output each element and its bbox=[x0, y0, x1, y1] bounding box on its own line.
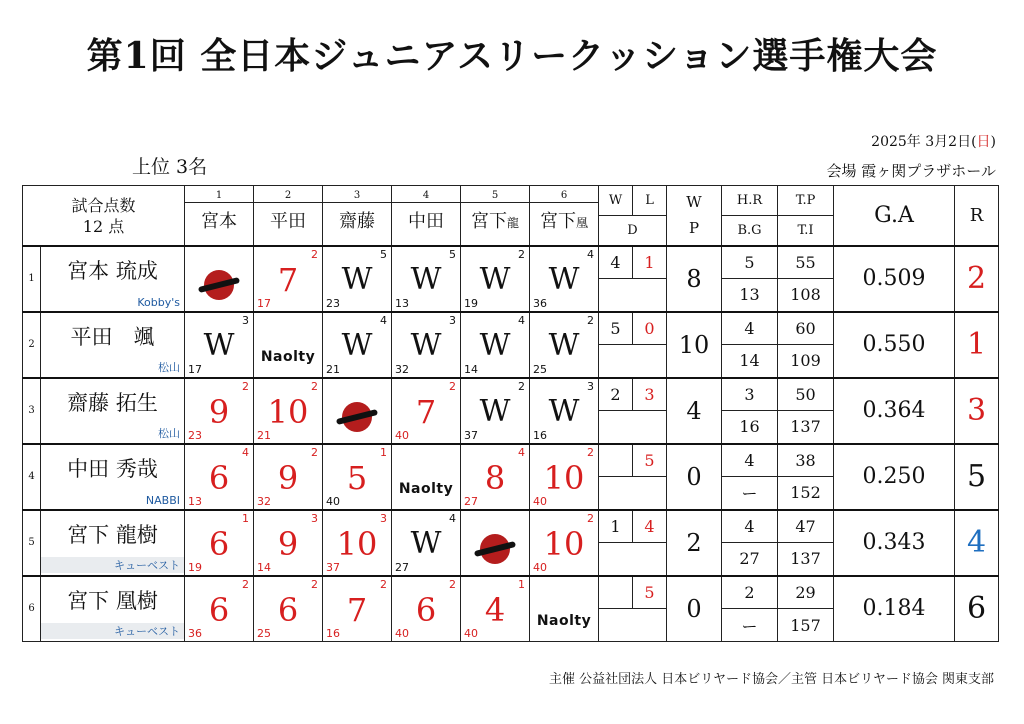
match-result-cell bbox=[323, 312, 392, 378]
match-score: 6 bbox=[208, 458, 230, 497]
draws-count bbox=[599, 609, 667, 642]
l-header: L bbox=[633, 186, 667, 216]
wins-count bbox=[599, 444, 633, 477]
match-score: 7 bbox=[277, 260, 299, 299]
high-run: 2 bbox=[311, 379, 319, 393]
high-run: 2 bbox=[518, 379, 526, 393]
match-result-cell bbox=[530, 444, 599, 510]
self-match-cell bbox=[185, 246, 254, 312]
self-match-cell bbox=[392, 444, 461, 510]
innings: 40 bbox=[326, 494, 341, 508]
w-header: W bbox=[599, 186, 633, 216]
total-innings: 108 bbox=[778, 279, 834, 312]
best-game: 13 bbox=[722, 279, 778, 312]
innings: 40 bbox=[464, 627, 479, 640]
organizer-footer: 主催 公益社団法人 日本ビリヤード協会／主管 日本ビリヤード協会 関東支部 bbox=[548, 672, 994, 687]
innings: 37 bbox=[464, 428, 479, 442]
losses-count: 0 bbox=[633, 312, 667, 345]
best-game: 27 bbox=[722, 543, 778, 576]
date-weekday: 日 bbox=[976, 134, 991, 150]
match-result-cell bbox=[461, 444, 530, 510]
draws-count bbox=[599, 411, 667, 444]
innings: 40 bbox=[533, 494, 548, 508]
bg-header: B.G bbox=[722, 216, 778, 246]
draws-count bbox=[599, 543, 667, 576]
opponent-name: 中田 bbox=[408, 210, 445, 232]
total-points: 38 bbox=[778, 444, 834, 477]
match-score: 10 bbox=[543, 524, 585, 563]
innings: 23 bbox=[326, 296, 341, 310]
high-run-value: 4 bbox=[722, 312, 778, 345]
match-result-cell bbox=[461, 246, 530, 312]
player-name: 齋藤 拓生 bbox=[67, 390, 158, 415]
losses-count: 5 bbox=[633, 576, 667, 609]
total-points: 47 bbox=[778, 510, 834, 543]
wp-header-bottom: P bbox=[688, 219, 700, 238]
innings: 36 bbox=[533, 296, 548, 310]
total-points: 50 bbox=[778, 378, 834, 411]
high-run: 2 bbox=[587, 445, 595, 459]
innings: 32 bbox=[395, 362, 410, 376]
draws-count bbox=[599, 345, 667, 378]
match-result-cell bbox=[392, 378, 461, 444]
opponent-num: 1 bbox=[185, 189, 253, 203]
high-run-value: 3 bbox=[722, 378, 778, 411]
d-header: D bbox=[599, 216, 667, 246]
player-name: 中田 秀哉 bbox=[67, 456, 158, 481]
rank-header: R bbox=[955, 186, 999, 246]
row-number: 2 bbox=[23, 312, 41, 378]
tp-header: T.P bbox=[778, 186, 834, 216]
rank-value: 4 bbox=[955, 510, 999, 576]
total-innings: 137 bbox=[778, 543, 834, 576]
match-score: W bbox=[548, 327, 580, 363]
high-run: 3 bbox=[242, 313, 250, 327]
match-score: 7 bbox=[346, 590, 368, 629]
match-score: W bbox=[410, 327, 442, 363]
wp-header bbox=[667, 186, 722, 246]
innings: 13 bbox=[188, 494, 203, 508]
high-run: 2 bbox=[311, 445, 319, 459]
player-cell bbox=[41, 378, 185, 444]
best-game: ー bbox=[722, 477, 778, 510]
high-run: 1 bbox=[242, 511, 250, 525]
innings: 27 bbox=[464, 494, 479, 508]
red-logo-icon bbox=[480, 534, 510, 564]
high-run: 2 bbox=[380, 577, 388, 591]
player-name: 宮下 凰樹 bbox=[67, 588, 158, 613]
innings: 13 bbox=[395, 296, 410, 310]
opponent-header-5 bbox=[461, 186, 530, 246]
best-game: ー bbox=[722, 609, 778, 642]
high-run: 4 bbox=[242, 445, 250, 459]
row-number: 6 bbox=[23, 576, 41, 642]
opponent-num: 3 bbox=[323, 189, 391, 203]
wins-count: 1 bbox=[599, 510, 633, 543]
match-result-cell bbox=[185, 576, 254, 642]
match-result-cell bbox=[323, 576, 392, 642]
opponent-name: 宮下 bbox=[471, 210, 507, 232]
self-match-cell bbox=[323, 378, 392, 444]
win-points: 4 bbox=[667, 378, 722, 444]
rank-value: 2 bbox=[955, 246, 999, 312]
match-result-cell bbox=[185, 312, 254, 378]
match-score: 9 bbox=[277, 458, 299, 497]
opponent-name: 宮本 bbox=[201, 210, 238, 232]
match-score: 6 bbox=[208, 524, 230, 563]
match-score: W bbox=[410, 525, 442, 561]
match-result-cell bbox=[185, 444, 254, 510]
naolty-logo-icon: Naolty bbox=[398, 480, 454, 497]
player-club: NABBI bbox=[145, 493, 181, 507]
opponent-num: 4 bbox=[392, 189, 460, 203]
general-average: 0.250 bbox=[834, 444, 955, 510]
venue: 会場 霞ヶ関プラザホール bbox=[826, 162, 996, 180]
match-score: 10 bbox=[336, 524, 378, 563]
match-result-cell bbox=[392, 312, 461, 378]
opponent-header-3 bbox=[323, 186, 392, 246]
match-result-cell bbox=[392, 576, 461, 642]
player-name: 宮本 琉成 bbox=[67, 258, 158, 283]
opponent-name: 宮下 bbox=[540, 210, 576, 232]
naolty-logo-icon: Naolty bbox=[260, 348, 316, 365]
innings: 25 bbox=[533, 362, 548, 376]
player-cell bbox=[41, 510, 185, 576]
player-club: キューベスト bbox=[41, 557, 184, 573]
innings: 17 bbox=[188, 362, 203, 376]
match-score: 7 bbox=[415, 392, 437, 431]
wins-count: 4 bbox=[599, 246, 633, 279]
general-average: 0.509 bbox=[834, 246, 955, 312]
high-run-value: 2 bbox=[722, 576, 778, 609]
general-average: 0.550 bbox=[834, 312, 955, 378]
high-run: 2 bbox=[449, 379, 457, 393]
rank-value: 5 bbox=[955, 444, 999, 510]
match-score: W bbox=[410, 261, 442, 297]
high-run: 2 bbox=[587, 313, 595, 327]
best-game: 16 bbox=[722, 411, 778, 444]
match-result-cell bbox=[185, 510, 254, 576]
self-match-cell bbox=[461, 510, 530, 576]
match-score: 10 bbox=[543, 458, 585, 497]
high-run-value: 4 bbox=[722, 444, 778, 477]
total-points: 60 bbox=[778, 312, 834, 345]
high-run: 3 bbox=[380, 511, 388, 525]
score-label: 試合点数 bbox=[71, 195, 136, 215]
match-score: 9 bbox=[208, 392, 230, 431]
high-run: 3 bbox=[311, 511, 319, 525]
high-run: 2 bbox=[518, 247, 526, 261]
innings: 40 bbox=[395, 428, 410, 442]
score-header bbox=[23, 186, 185, 246]
high-run: 2 bbox=[242, 379, 250, 393]
win-points: 10 bbox=[667, 312, 722, 378]
losses-count: 3 bbox=[633, 378, 667, 411]
self-match-cell bbox=[530, 576, 599, 642]
red-logo-icon bbox=[342, 402, 372, 432]
match-result-cell bbox=[392, 246, 461, 312]
player-cell bbox=[41, 312, 185, 378]
innings: 14 bbox=[257, 560, 272, 574]
high-run: 4 bbox=[380, 313, 388, 327]
match-score: W bbox=[479, 261, 511, 297]
page-title: 第1回 全日本ジュニアスリークッション選手権大会 bbox=[86, 35, 938, 77]
match-result-cell bbox=[530, 312, 599, 378]
player-name: 平田 颯 bbox=[70, 324, 155, 349]
match-result-cell bbox=[254, 246, 323, 312]
high-run: 2 bbox=[242, 577, 250, 591]
total-points: 29 bbox=[778, 576, 834, 609]
wins-count: 2 bbox=[599, 378, 633, 411]
match-result-cell bbox=[530, 246, 599, 312]
high-run: 4 bbox=[518, 313, 526, 327]
match-score: W bbox=[341, 261, 373, 297]
innings: 21 bbox=[257, 428, 272, 442]
losses-count: 4 bbox=[633, 510, 667, 543]
innings: 36 bbox=[188, 627, 203, 640]
rank-value: 3 bbox=[955, 378, 999, 444]
innings: 16 bbox=[533, 428, 548, 442]
win-points: 2 bbox=[667, 510, 722, 576]
opponent-num: 5 bbox=[461, 189, 529, 203]
player-club: 松山 bbox=[158, 360, 181, 374]
rank-value: 1 bbox=[955, 312, 999, 378]
win-points: 0 bbox=[667, 444, 722, 510]
match-result-cell bbox=[392, 510, 461, 576]
match-score: 6 bbox=[277, 590, 299, 629]
general-average: 0.184 bbox=[834, 576, 955, 642]
high-run: 1 bbox=[380, 445, 388, 459]
top3-label: 上位 3名 bbox=[132, 156, 208, 178]
opponent-suffix: 凰 bbox=[576, 215, 589, 230]
total-points: 55 bbox=[778, 246, 834, 279]
match-score: W bbox=[479, 327, 511, 363]
innings: 23 bbox=[188, 428, 203, 442]
match-result-cell bbox=[254, 444, 323, 510]
draws-count bbox=[599, 279, 667, 312]
event-date bbox=[871, 131, 996, 151]
high-run: 5 bbox=[380, 247, 388, 261]
match-score: W bbox=[479, 393, 511, 429]
match-score: W bbox=[341, 327, 373, 363]
innings: 14 bbox=[464, 362, 479, 376]
innings: 40 bbox=[533, 560, 548, 574]
high-run: 2 bbox=[311, 577, 319, 591]
total-innings: 137 bbox=[778, 411, 834, 444]
match-score: 5 bbox=[346, 458, 368, 497]
innings: 16 bbox=[326, 627, 341, 640]
match-score: 8 bbox=[484, 458, 506, 497]
player-club: キューベスト bbox=[41, 623, 184, 639]
total-innings: 157 bbox=[778, 609, 834, 642]
match-score: 6 bbox=[208, 590, 230, 629]
innings: 32 bbox=[257, 494, 272, 508]
high-run: 4 bbox=[449, 511, 457, 525]
results-table bbox=[22, 185, 999, 642]
match-result-cell bbox=[254, 510, 323, 576]
high-run: 4 bbox=[587, 247, 595, 261]
opponent-header-2 bbox=[254, 186, 323, 246]
opponent-num: 6 bbox=[530, 189, 598, 203]
player-cell bbox=[41, 246, 185, 312]
wins-count bbox=[599, 576, 633, 609]
match-result-cell bbox=[530, 510, 599, 576]
losses-count: 1 bbox=[633, 246, 667, 279]
match-result-cell bbox=[323, 444, 392, 510]
opponent-header-4 bbox=[392, 186, 461, 246]
high-run: 3 bbox=[587, 379, 595, 393]
match-score: 4 bbox=[484, 590, 506, 629]
match-result-cell bbox=[185, 378, 254, 444]
player-cell bbox=[41, 576, 185, 642]
total-innings: 152 bbox=[778, 477, 834, 510]
match-result-cell bbox=[461, 378, 530, 444]
innings: 25 bbox=[257, 627, 272, 640]
opponent-num: 2 bbox=[254, 189, 322, 203]
row-number: 1 bbox=[23, 246, 41, 312]
wins-count: 5 bbox=[599, 312, 633, 345]
match-score: W bbox=[548, 261, 580, 297]
player-cell bbox=[41, 444, 185, 510]
match-score: W bbox=[548, 393, 580, 429]
innings: 21 bbox=[326, 362, 341, 376]
naolty-logo-icon: Naolty bbox=[536, 612, 592, 629]
high-run: 1 bbox=[518, 577, 526, 591]
high-run: 2 bbox=[587, 511, 595, 525]
opponent-name: 齋藤 bbox=[339, 210, 376, 232]
general-average: 0.364 bbox=[834, 378, 955, 444]
high-run: 3 bbox=[449, 313, 457, 327]
row-number: 3 bbox=[23, 378, 41, 444]
player-name: 宮下 龍樹 bbox=[67, 522, 158, 547]
draws-count bbox=[599, 477, 667, 510]
high-run: 4 bbox=[518, 445, 526, 459]
row-number: 5 bbox=[23, 510, 41, 576]
match-result-cell bbox=[461, 576, 530, 642]
win-points: 8 bbox=[667, 246, 722, 312]
date-suffix: ) bbox=[990, 134, 996, 150]
wp-header-top: W bbox=[686, 193, 702, 212]
red-logo-icon bbox=[204, 270, 234, 300]
losses-count: 5 bbox=[633, 444, 667, 477]
innings: 17 bbox=[257, 296, 272, 310]
high-run-value: 4 bbox=[722, 510, 778, 543]
match-score: 6 bbox=[415, 590, 437, 629]
innings: 27 bbox=[395, 560, 410, 574]
innings: 19 bbox=[464, 296, 479, 310]
opponent-header-6 bbox=[530, 186, 599, 246]
hr-header: H.R bbox=[722, 186, 778, 216]
ga-header: G.A bbox=[834, 186, 955, 246]
match-score: 9 bbox=[277, 524, 299, 563]
player-club: 松山 bbox=[158, 426, 181, 440]
match-score: W bbox=[203, 327, 235, 363]
high-run: 2 bbox=[449, 577, 457, 591]
date-prefix: 2025年 3月2日( bbox=[871, 134, 977, 150]
total-innings: 109 bbox=[778, 345, 834, 378]
innings: 37 bbox=[326, 560, 341, 574]
self-match-cell bbox=[254, 312, 323, 378]
opponent-name: 平田 bbox=[270, 210, 307, 232]
high-run: 2 bbox=[311, 247, 319, 261]
rank-value: 6 bbox=[955, 576, 999, 642]
match-result-cell bbox=[323, 510, 392, 576]
player-club: Kobby's bbox=[137, 295, 181, 309]
match-result-cell bbox=[530, 378, 599, 444]
row-number: 4 bbox=[23, 444, 41, 510]
match-result-cell bbox=[323, 246, 392, 312]
match-result-cell bbox=[254, 576, 323, 642]
general-average: 0.343 bbox=[834, 510, 955, 576]
high-run-value: 5 bbox=[722, 246, 778, 279]
innings: 19 bbox=[188, 560, 203, 574]
score-value: 12 点 bbox=[82, 217, 125, 237]
win-points: 0 bbox=[667, 576, 722, 642]
match-result-cell bbox=[254, 378, 323, 444]
high-run: 5 bbox=[449, 247, 457, 261]
opponent-header-1 bbox=[185, 186, 254, 246]
match-result-cell bbox=[461, 312, 530, 378]
innings: 40 bbox=[395, 627, 410, 640]
best-game: 14 bbox=[722, 345, 778, 378]
ti-header: T.I bbox=[778, 216, 834, 246]
match-score: 10 bbox=[267, 392, 309, 431]
opponent-suffix: 龍 bbox=[507, 215, 520, 230]
